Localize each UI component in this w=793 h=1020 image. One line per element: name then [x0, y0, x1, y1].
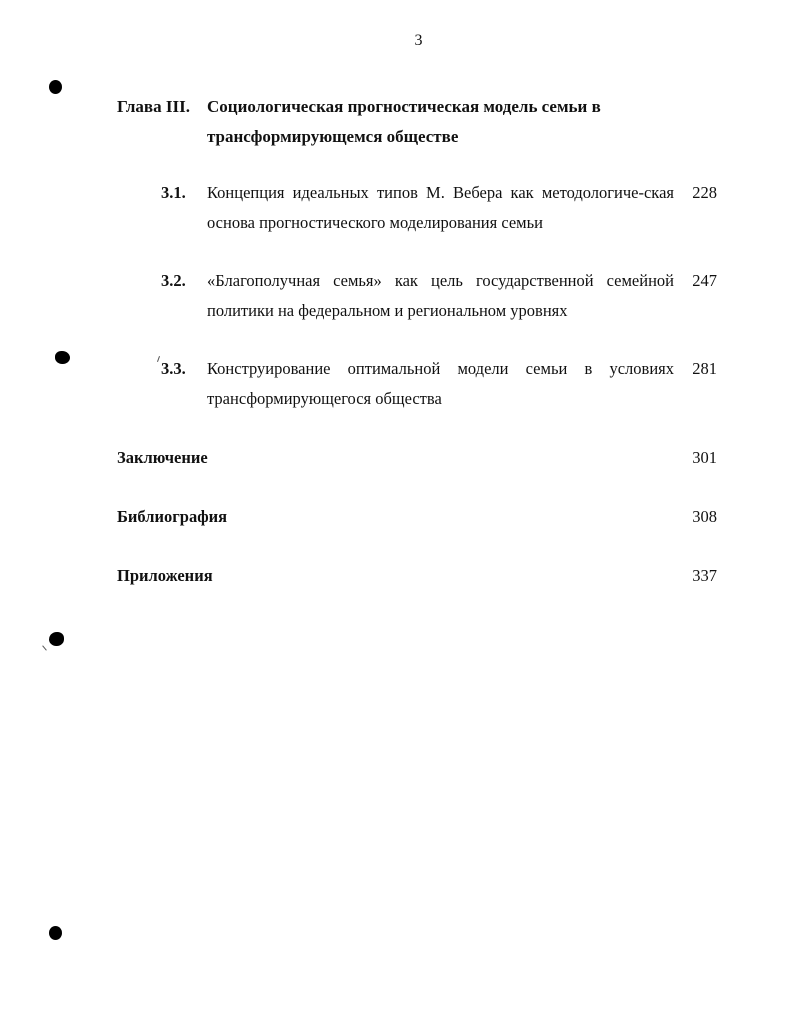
- chapter-label: Глава III.: [117, 97, 190, 116]
- section-page-number: 281: [692, 359, 717, 378]
- chapter-title: Социологическая прогностическая модель семьи в трансформирующемся обществе: [207, 97, 601, 146]
- scan-speck: [42, 645, 47, 650]
- section-page-number: 247: [692, 271, 717, 290]
- section-title: «Благополучная семья» как цель государственной семейной политики на федеральном и региональном уровнях: [207, 271, 674, 320]
- punch-hole-mark: [49, 632, 64, 646]
- punch-hole-mark: [49, 80, 62, 94]
- page-number: 3: [414, 32, 423, 49]
- conclusion-label: Заключение: [117, 448, 208, 467]
- punch-hole-mark: [49, 926, 62, 940]
- section-page-number: 228: [692, 183, 717, 202]
- section-title: Концепция идеальных типов М. Вебера как методологиче-ская основа прогностического моделирования семьи: [207, 183, 674, 232]
- appendices-page-number: 337: [692, 566, 717, 585]
- bibliography-page-number: 308: [692, 507, 717, 526]
- section-number: 3.2.: [161, 271, 186, 290]
- bibliography-label: Библиография: [117, 507, 228, 526]
- appendices-label: Приложения: [117, 566, 213, 585]
- scan-speck: [157, 356, 160, 362]
- section-title: Конструирование оптимальной модели семьи в условиях трансформирующегося общества: [207, 359, 674, 408]
- punch-hole-mark: [55, 351, 70, 364]
- conclusion-page-number: 301: [692, 448, 717, 467]
- section-number: 3.1.: [161, 183, 186, 202]
- section-number: 3.3.: [161, 359, 186, 378]
